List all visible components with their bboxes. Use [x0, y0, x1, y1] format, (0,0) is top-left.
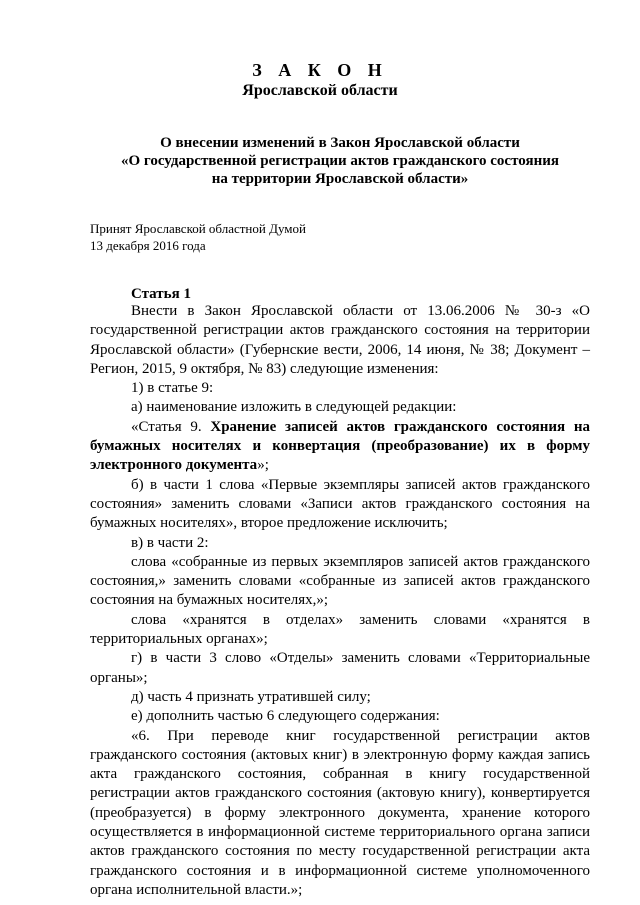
- adopted-by: Принят Ярославской областной Думой: [90, 221, 306, 236]
- item-1g: г) в части 3 слово «Отделы» заменить словами «Территориальные органы»;: [90, 650, 590, 686]
- adopted-date: 13 декабря 2016 года: [90, 238, 206, 253]
- quote-prefix: «Статья 9.: [131, 418, 211, 435]
- article-9-new-title: [90, 418, 590, 476]
- item-1v-1: слова «собранные из первых экземпляров записей актов гражданского состояния,» заменить словами «собранные из записей актов гражданского состояния на бумажных носителях,»;: [90, 553, 590, 609]
- subject-line-1: О внесении изменений в Закон Ярославской области: [160, 135, 520, 151]
- adoption-note: [90, 220, 306, 254]
- quote-suffix: »;: [257, 457, 269, 474]
- article-title: Статья 1: [131, 286, 191, 302]
- law-region: Ярославской области: [242, 82, 398, 99]
- part-6-text: «6. При переводе книг государственной регистрации актов гражданского состояния (актовых книг) в электронную форму каждая запись акта гражданского состояния, собранная в книгу государственной регистрации актов гражданского состояния (актовую книгу), конвертируется (преобразуется) в форму электронного документа, хранение которого осуществляется в информационной системе территориального органа записи актов гражданского состояния по месту государственной регистрации акта гражданского состояния и в информационной системе уполномоченного органа исполнительной власти.»;: [90, 727, 590, 898]
- item-1e: е) дополнить частью 6 следующего содержания:: [131, 708, 440, 725]
- item-1b: б) в части 1 слова «Первые экземпляры записей актов гражданского состояния» заменить словами «Записи актов гражданского состояния на бумажных носителях», второе предложение исключить;: [90, 476, 590, 532]
- item-1a: а) наименование изложить в следующей редакции:: [131, 399, 457, 416]
- item-1v-2: слова «хранятся в отделах» заменить словами «хранятся в территориальных органах»;: [90, 611, 590, 648]
- article-body: [90, 302, 590, 900]
- item-1d: д) часть 4 признать утратившей силу;: [131, 688, 371, 705]
- article-intro: Внести в Закон Ярославской области от 13.06.2006 № 30-з «О государственной регистрации актов гражданского состояния на территории Ярославской области» (Губернские вести, 2006, 14 июня, № 38; Документ – Регион, 2015, 9 октября, № 83) следующие изменения:: [90, 303, 590, 377]
- law-subject: [90, 134, 590, 188]
- item-1v: в) в части 2:: [131, 534, 209, 551]
- item-1: 1) в статье 9:: [131, 380, 214, 397]
- subject-line-2: «О государственной регистрации актов гражданского состояния: [120, 153, 559, 169]
- law-title: З А К О Н: [252, 60, 388, 80]
- subject-line-3: на территории Ярославской области»: [211, 171, 469, 187]
- quote-bold-title: Хранение записей актов гражданского состояния на бумажных носителях и конвертация (преобразование) их в форму электронного документа: [90, 418, 590, 474]
